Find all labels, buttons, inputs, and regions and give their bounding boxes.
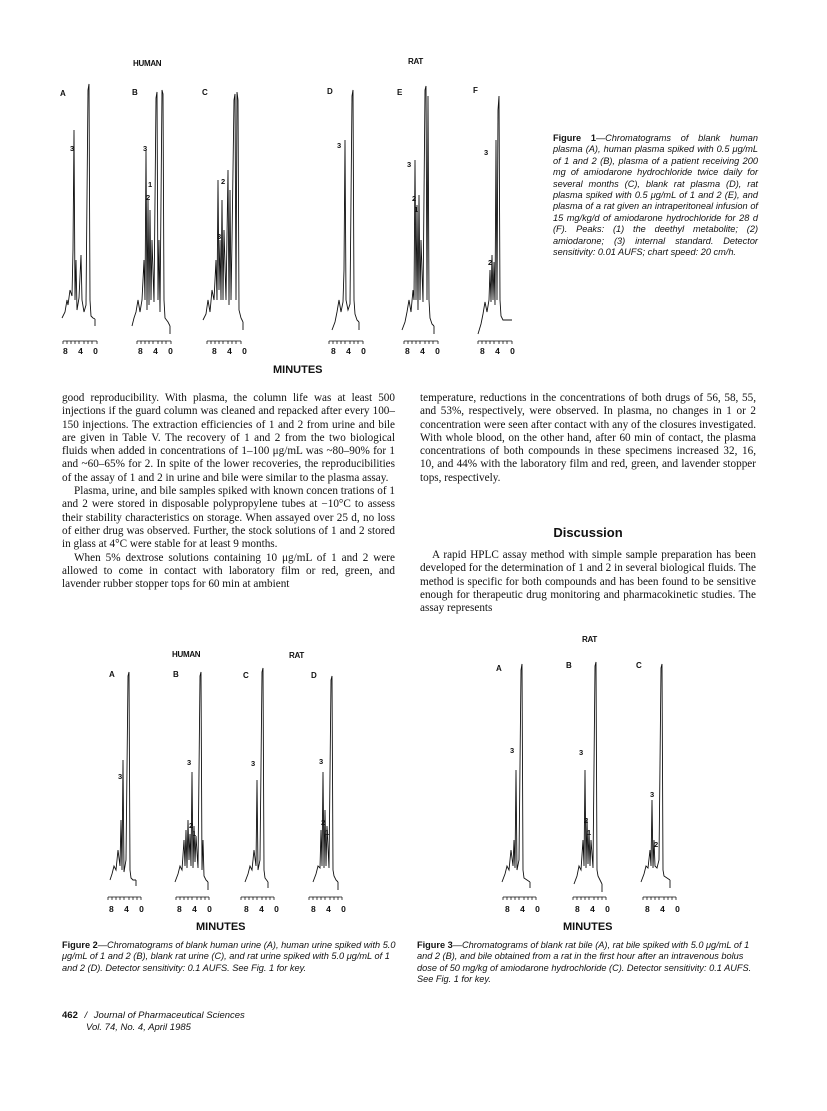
figure-3-peak-label: 1 xyxy=(587,828,592,837)
figure-2-peak-label: 1 xyxy=(325,828,330,837)
figure-1-panel-a-label: A xyxy=(60,89,66,98)
left-paragraph-1: good reproducibility. With plasma, the column life was at least 500 injections if the guard column was cleaned and repacked after every 100–150 injections. The extraction efficiencies of 1 and 2 from urine and bile are given in Table V. The recovery of 1 and 2 from the two biological fluids when added in concentrations of 1–100 μg/mL was ~80–90% for 1 and ~60–65% for 2. In spite of the lower recoveries, the reproducibilities of the assay of 1 and 2 in urine and bile were similar to the plasma assay. xyxy=(62,392,395,484)
figure-3-peak-label: 2 xyxy=(654,840,659,849)
figure-3-panel-b-label: B xyxy=(566,661,572,670)
chromatogram-trace-c xyxy=(641,664,670,888)
figure-1-peak-label: 3 xyxy=(407,160,412,169)
figure-2-axis-label: MINUTES xyxy=(196,921,246,933)
chromatogram-trace-a xyxy=(502,664,530,888)
figure-2-scale-d: 8 4 0 xyxy=(311,904,350,914)
figure-3-panel-c-label: C xyxy=(636,661,642,670)
figure-1-peak-label: 3 xyxy=(143,144,148,153)
figure-1-panel-b-label: B xyxy=(132,88,138,97)
figure-2-peak-label: 3 xyxy=(187,758,192,767)
figure-2-peak-label: 3 xyxy=(118,772,123,781)
figure-1-panel-f-label: F xyxy=(473,86,478,95)
figure-1-peak-label: 2 xyxy=(412,194,417,203)
right-paragraph-2: A rapid HPLC assay method with simple sample preparation has been developed for the determination of 1 and 2 in several biological fluids. The method is specific for both compounds and has been found to be sensitive enough for therapeutic drug monitoring and pharmacokinetic studies. The assay represents xyxy=(420,549,756,615)
left-paragraph-3: When 5% dextrose solutions containing 10 μg/mL of 1 and 2 were allowed to come in contact with laboratory film or red, green, and lavender rubber stopper tops for 60 min at ambient xyxy=(62,551,395,591)
figure-1-scale-a: 8 4 0 xyxy=(63,346,102,356)
figure-1-peak-label: 1 xyxy=(414,205,419,214)
figure-2-peak-label: 1 xyxy=(192,829,197,838)
figure-2-peak-label: 3 xyxy=(251,759,256,768)
figure-2-caption-text: —Chromatograms of blank human urine (A), human urine spiked with 5.0 μg/mL of 1 and 2 (B), blank rat urine (C), and rat urine spiked with 5.0 μg/mL of 1 and 2 (D). Detector sensitivity: 0.1 AUFS. See Fig. 1 for key. xyxy=(62,940,396,973)
figure-2-panel-c-label: C xyxy=(243,671,249,680)
figure-2-panel-b-label: B xyxy=(173,670,179,679)
page-number: 462 xyxy=(62,1010,78,1021)
figure-1-peak-label: 1 xyxy=(148,180,153,189)
journal-name: Journal of Pharmaceutical Sciences xyxy=(93,1010,245,1021)
figure-1-peak-label: 2 xyxy=(221,177,226,186)
figure-1-scale-f: 8 4 0 xyxy=(480,346,519,356)
figure-1-caption-text: —Chromatograms of blank human plasma (A), human plasma spiked with 0.5 μg/mL of 1 and 2 (B), plasma of a patient receiving 200 mg of amiodarone hydrochloride twice daily for several months (C), blank rat plasma (D), rat plasma spiked with 0.5 μg/mL of 1 and 2 (E), and plasma of a rat given an intraperitoneal infusion of 15 mg/kg/d of amiodarone hydrochloride for 28 d (F). Peaks: (1) the deethyl metabolite; (2) amiodarone; (3) internal standard. Detector sensitivity: 0.01 AUFS; chart speed: 20 cm/h. xyxy=(553,133,758,258)
figure-2-scale-a: 8 4 0 xyxy=(109,904,148,914)
figure-1-scale-c: 8 4 0 xyxy=(212,346,251,356)
figure-1-peak-label: 3 xyxy=(70,144,75,153)
figure-3-peak-label: 3 xyxy=(579,748,584,757)
figure-1-peak-label: 2 xyxy=(488,258,493,267)
figure-1-panel-d-label: D xyxy=(327,87,333,96)
figure-1-group-human: HUMAN xyxy=(133,59,162,68)
figure-2-panel-d-label: D xyxy=(311,671,317,680)
figure-3-scale-b: 8 4 0 xyxy=(575,904,614,914)
figure-2-peak-label: 3 xyxy=(319,757,324,766)
figure-3-time-axes xyxy=(503,897,676,900)
figure-3-peak-label: 2 xyxy=(584,816,589,825)
figure-3-peak-label: 3 xyxy=(650,790,655,799)
figure-3-group-rat: RAT xyxy=(582,635,597,644)
figure-1-caption-head: Figure 1 xyxy=(553,133,596,143)
figure-3-peak-label: 3 xyxy=(510,746,515,755)
footer-separator: / xyxy=(84,1010,88,1021)
figure-3-caption-head: Figure 3 xyxy=(417,940,453,950)
figure-1-scale-d: 8 4 0 xyxy=(331,346,370,356)
figure-2-group-human: HUMAN xyxy=(172,650,201,659)
figure-2-group-rat: RAT xyxy=(289,651,304,660)
figure-2-panel-a-label: A xyxy=(109,670,115,679)
figure-3-caption-text: —Chromatograms of blank rat bile (A), rat bile spiked with 5.0 μg/mL of 1 and 2 (B), and bile obtained from a rat in the first hour after an intravenous bolus dose of 50 mg/kg of amiodarone hydrochloride (C). Detector sensitivity: 0.1 AUFS. See Fig. 1 for key. xyxy=(417,940,752,985)
figure-3-caption xyxy=(417,940,757,986)
figure-2-peak-label: 2 xyxy=(321,818,326,827)
figure-1-axis-label: MINUTES xyxy=(273,364,323,376)
figure-3-panel-a-label: A xyxy=(496,664,502,673)
chromatogram-trace-b xyxy=(574,662,602,892)
journal-volume: Vol. 74, No. 4, April 1985 xyxy=(86,1022,191,1033)
figure-1-scale-b: 8 4 0 xyxy=(138,346,177,356)
figure-3-scale-c: 8 4 0 xyxy=(645,904,684,914)
page-footer xyxy=(62,1010,362,1034)
figure-3-scale-a: 8 4 0 xyxy=(505,904,544,914)
figure-2-caption-head: Figure 2 xyxy=(62,940,98,950)
figure-2-peak-label: 2 xyxy=(189,821,194,830)
figure-1-scale-e: 8 4 0 xyxy=(405,346,444,356)
figure-2-scale-c: 8 4 0 xyxy=(244,904,283,914)
figure-1-peak-label: 3 xyxy=(337,141,342,150)
section-heading-discussion: Discussion xyxy=(553,525,623,540)
figure-1-group-rat: RAT xyxy=(408,57,423,66)
figure-1-panel-e-label: E xyxy=(397,88,403,97)
right-paragraph-1: temperature, reductions in the concentrations of both drugs of 56, 58, 55, and 53%, respectively, were observed. In plasma, no changes in 1 or 2 concentration were seen after contact with any of the closures investigated. With whole blood, on the other hand, after 60 min of contact, the plasma concentrations of both compounds in these specimens increased 32, 16, 10, and 44% with the laboratory film and red, green, and lavender stopper tops, respectively. xyxy=(420,392,756,484)
figure-1-peak-label: 3 xyxy=(217,232,222,241)
left-paragraph-2: Plasma, urine, and bile samples spiked with known concen trations of 1 and 2 were stored in disposable polypropylene tubes at −10°C to assess their stability characteristics on storage. When assayed over 25 d, no loss of either drug was observed. Further, the stock solutions of 1 and 2 stored in glass at 4°C were stable for at least 9 months. xyxy=(62,485,395,551)
figure-3-axis-label: MINUTES xyxy=(563,921,613,933)
figure-1-peak-label: 2 xyxy=(146,193,151,202)
figure-2-scale-b: 8 4 0 xyxy=(177,904,216,914)
figure-1-peak-label: 3 xyxy=(484,148,489,157)
figure-1-panel-c-label: C xyxy=(202,88,208,97)
